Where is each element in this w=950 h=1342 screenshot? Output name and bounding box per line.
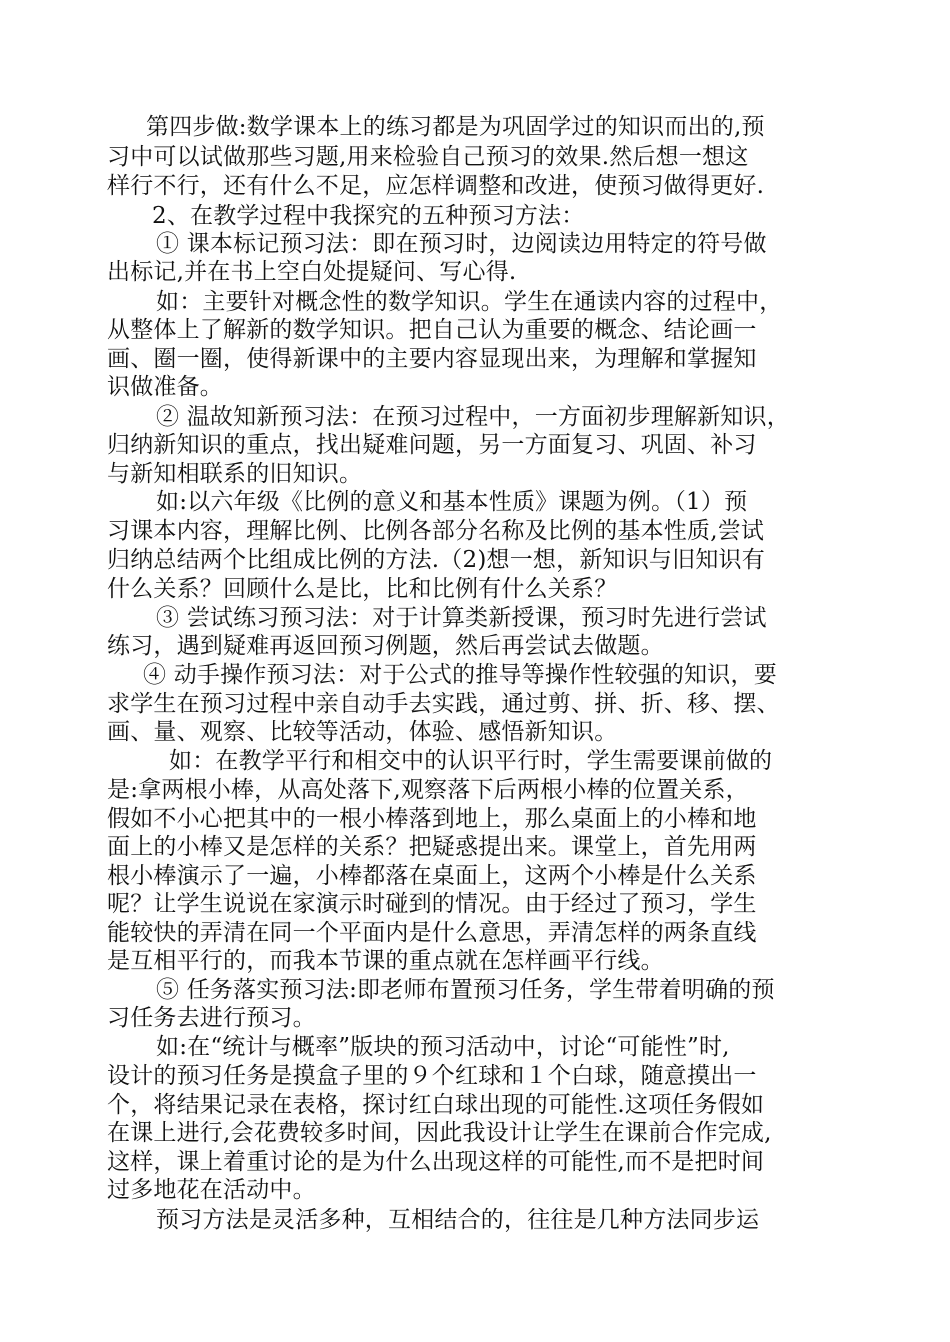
text-line: 求学生在预习过程中亲自动手去实践，通过剪、拼、折、移、摆、 bbox=[107, 691, 780, 717]
text-line: 归纳总结两个比组成比例的方法.（2)想一想，新知识与旧知识有 bbox=[107, 547, 765, 573]
text-line: ② 温故知新预习法：在预习过程中，一方面初步理解新知识， bbox=[156, 404, 790, 430]
text-line: 与新知相联系的旧知识。 bbox=[107, 461, 363, 487]
text-line: 从整体上了解新的数学知识。把自己认为重要的概念、结论画一 bbox=[107, 317, 757, 343]
text-line: 识做准备。 bbox=[107, 374, 223, 400]
text-line: 归纳新知识的重点，找出疑难问题，另一方面复习、巩固、补习 bbox=[107, 432, 757, 458]
text-line: 这样，课上着重讨论的是为什么出现这样的可能性,而不是把时间 bbox=[107, 1149, 765, 1175]
text-line: 在课上进行,会花费较多时间，因此我设计让学生在课前合作完成, bbox=[107, 1120, 772, 1146]
text-line: 假如不小心把其中的一根小棒落到地上，那么桌面上的小棒和地 bbox=[107, 806, 757, 832]
text-line: 面上的小棒又是怎样的关系？把疑惑提出来。课堂上，首先用两 bbox=[107, 834, 757, 860]
text-line: 根小棒演示了一遍，小棒都落在桌面上，这两个小棒是什么关系 bbox=[107, 863, 757, 889]
text-line: 习中可以试做那些习题,用来检验自己预习的效果.然后想一想这 bbox=[107, 144, 749, 170]
text-line: 预习方法是灵活多种，互相结合的，往往是几种方法同步运 bbox=[156, 1207, 760, 1233]
text-line: 如:在“统计与概率”版块的预习活动中，讨论“可能性”时, bbox=[156, 1034, 730, 1060]
text-line: 什么关系？回顾什么是比，比和比例有什么关系？ bbox=[107, 576, 618, 602]
text-line: 如：主要针对概念性的数学知识。学生在通读内容的过程中， bbox=[156, 289, 783, 315]
text-line: 第四步做:数学课本上的练习都是为巩固学过的知识而出的,预 bbox=[146, 114, 765, 140]
text-line: 样行不行，还有什么不足，应怎样调整和改进，使预习做得更好. bbox=[107, 173, 765, 199]
text-line: 习任务去进行预习。 bbox=[107, 1005, 316, 1031]
text-line: ① 课本标记预习法：即在预习时，边阅读边用特定的符号做 bbox=[156, 231, 767, 257]
text-line: 2、在教学过程中我探究的五种预习方法： bbox=[152, 203, 585, 229]
text-line: ④ 动手操作预习法：对于公式的推导等操作性较强的知识，要 bbox=[143, 662, 777, 688]
text-line: 呢？让学生说说在家演示时碰到的情况。由于经过了预习，学生 bbox=[107, 891, 757, 917]
text-line: 设计的预习任务是摸盒子里的９个红球和１个白球，随意摸出一 bbox=[107, 1063, 757, 1089]
text-line: 是互相平行的，而我本节课的重点就在怎样画平行线。 bbox=[107, 948, 664, 974]
text-line: ③ 尝试练习预习法：对于计算类新授课，预习时先进行尝试 bbox=[156, 605, 767, 631]
text-line: ⑤ 任务落实预习法:即老师布置预习任务，学生带着明确的预 bbox=[156, 977, 775, 1003]
text-line: 画、圈一圈，使得新课中的主要内容显现出来，为理解和掌握知 bbox=[107, 346, 757, 372]
text-line: 如：在教学平行和相交中的认识平行时，学生需要课前做的 bbox=[169, 748, 773, 774]
text-line: 习课本内容，理解比例、比例各部分名称及比例的基本性质,尝试 bbox=[107, 518, 765, 544]
text-line: 是:拿两根小棒，从高处落下,观察落下后两根小棒的位置关系， bbox=[107, 777, 749, 803]
text-line: 画、量、观察、比较等活动，体验、感悟新知识。 bbox=[107, 719, 618, 745]
text-line: 能较快的弄清在同一个平面内是什么意思，弄清怎样的两条直线 bbox=[107, 920, 757, 946]
text-line: 个，将结果记录在表格，探讨红白球出现的可能性.这项任务假如 bbox=[107, 1092, 765, 1118]
text-line: 过多地花在活动中。 bbox=[107, 1177, 316, 1203]
text-line: 出标记,并在书上空白处提疑问、写心得. bbox=[107, 259, 517, 285]
text-line: 练习，遇到疑难再返回预习例题，然后再尝试去做题。 bbox=[107, 633, 664, 659]
text-line: 如:以六年级《比例的意义和基本性质》课题为例。（1）预 bbox=[156, 489, 748, 515]
